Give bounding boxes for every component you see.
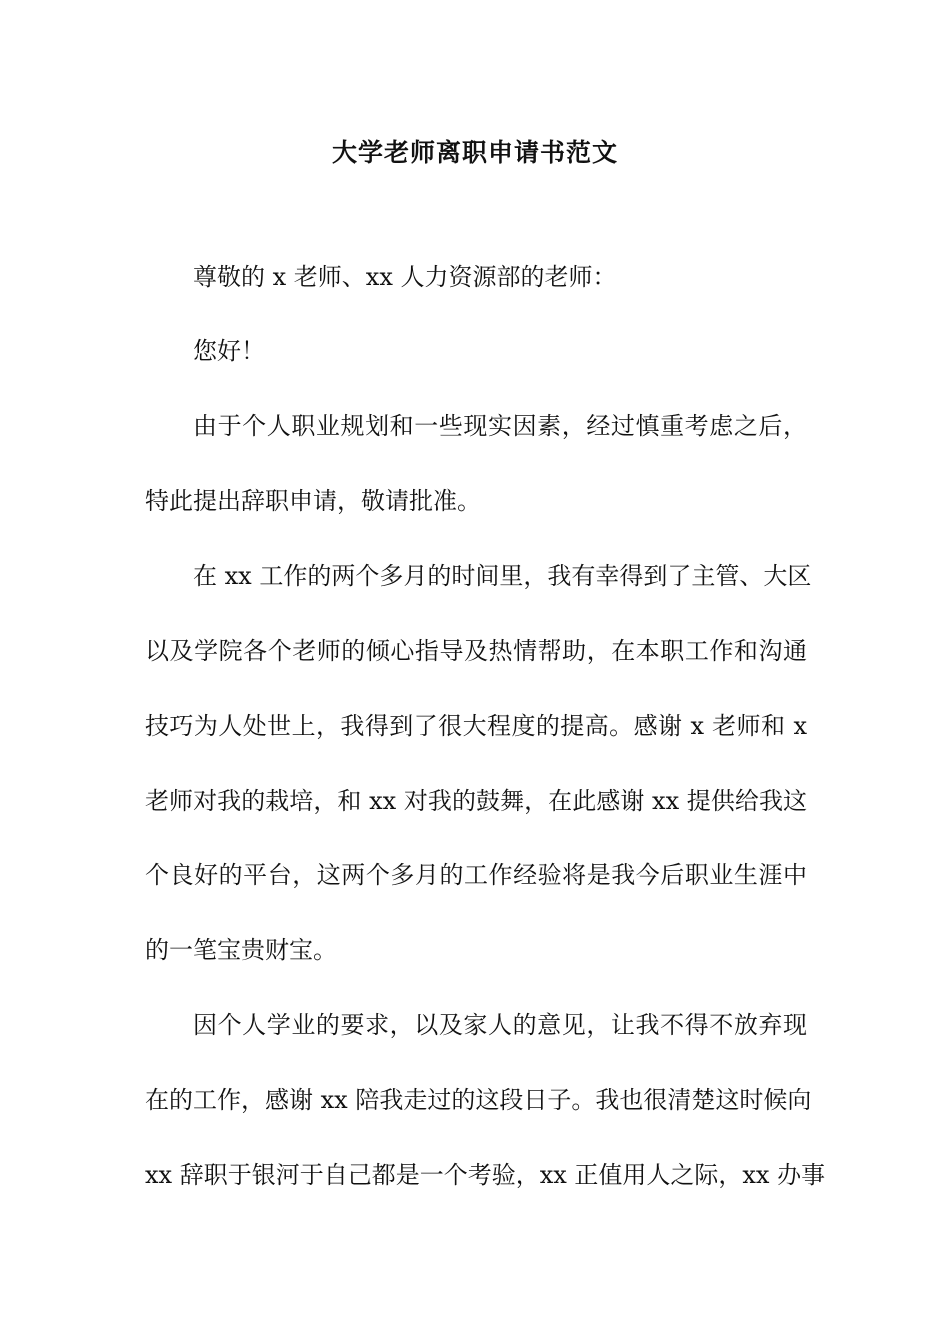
paragraph-line: 在的工作，感谢 xx 陪我走过的这段日子。我也很清楚这时候向 xyxy=(145,1086,812,1114)
paragraph-line: 的一笔宝贵财宝。 xyxy=(145,936,337,964)
paragraph-line: 技巧为人处世上，我得到了很大程度的提高。感谢 x 老师和 x xyxy=(145,712,807,740)
paragraph-line: 老师对我的栽培，和 xx 对我的鼓舞，在此感谢 xx 提供给我这 xyxy=(145,787,807,815)
paragraph-line: 个良好的平台，这两个多月的工作经验将是我今后职业生涯中 xyxy=(145,861,807,889)
paragraph-line: 由于个人职业规划和一些现实因素，经过慎重考虑之后， xyxy=(193,412,807,440)
paragraph-line: 在 xx 工作的两个多月的时间里，我有幸得到了主管、大区 xyxy=(193,562,812,590)
greeting-line: 您好！ xyxy=(193,337,265,365)
salutation-line: 尊敬的 x 老师、xx 人力资源部的老师： xyxy=(193,263,617,291)
paragraph-line: xx 辞职于银河于自己都是一个考验，xx 正值用人之际，xx 办事 xyxy=(145,1161,826,1189)
paragraph-line: 以及学院各个老师的倾心指导及热情帮助，在本职工作和沟通 xyxy=(145,637,807,665)
document-title: 大学老师离职申请书范文 xyxy=(331,138,618,167)
paragraph-line: 特此提出辞职申请，敬请批准。 xyxy=(145,487,481,515)
paragraph-line: 因个人学业的要求，以及家人的意见，让我不得不放弃现 xyxy=(193,1011,807,1039)
